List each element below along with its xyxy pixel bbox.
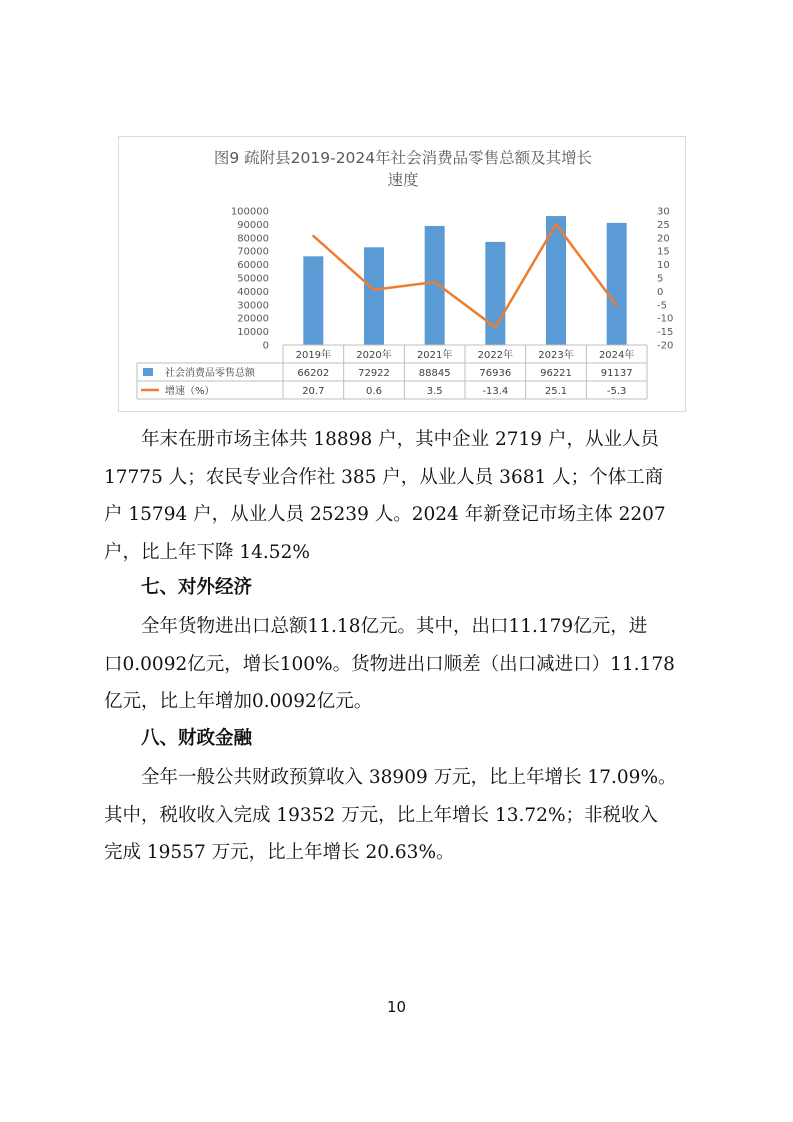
section-heading-finance: 八、财政金融 (141, 728, 253, 749)
right-axis-tick-label: 25 (657, 219, 670, 231)
right-axis-tick-label: -5 (657, 300, 667, 312)
bar (425, 226, 445, 345)
line-point (433, 281, 435, 283)
right-axis-tick-label: -10 (657, 313, 674, 325)
right-axis-tick-label: 0 (657, 286, 664, 298)
table-value-growth: -13.4 (482, 386, 509, 397)
left-axis-tick-label: 30000 (237, 300, 269, 312)
paragraph-line: 完成 19557 万元，比上年增长 20.63%。 (104, 842, 455, 863)
paragraph-line: 全年一般公共财政预算收入 38909 万元，比上年增长 17.09%。 (141, 767, 677, 788)
table-value-sales: 88845 (418, 368, 451, 379)
paragraph-line: 亿元，比上年增加0.0092亿元。 (104, 691, 373, 712)
right-axis-tick-label: 30 (657, 206, 670, 218)
table-value-growth: 20.7 (302, 386, 325, 397)
paragraph-line: 其中，税收收入完成 19352 万元，比上年增长 13.72%；非税收入 (104, 804, 659, 826)
table-value-sales: 91137 (600, 368, 633, 379)
left-axis-tick-label: 60000 (237, 260, 269, 272)
left-axis-tick-label: 10000 (237, 327, 269, 339)
paragraph-line: 户，比上年下降 14.52% (104, 541, 310, 563)
growth-line (313, 224, 616, 327)
right-axis-tick-label: -20 (657, 340, 674, 352)
bar (607, 223, 627, 345)
table-value-sales: 66202 (297, 368, 330, 379)
paragraph-line: 17775 人；农民专业合作社 385 户，从业人员 3681 人；个体工商 (104, 466, 664, 488)
chart-frame (118, 136, 686, 412)
line-point (312, 235, 314, 237)
paragraph-line: 年末在册市场主体共 18898 户，其中企业 2719 户，从业人员 (141, 429, 659, 450)
paragraph-line: 口0.0092亿元，增长100%。货物进出口顺差（出口减进口）11.178 (104, 653, 675, 675)
category-label: 2022年 (477, 350, 514, 361)
legend-label-sales: 社会消费品零售总额 (165, 368, 255, 379)
table-value-growth: 3.5 (426, 386, 443, 397)
category-label: 2023年 (538, 350, 574, 361)
paragraph-line: 全年货物进出口总额11.18亿元。其中，出口11.179亿元，进 (141, 616, 648, 637)
table-value-growth: -5.3 (606, 386, 627, 397)
line-point (494, 326, 496, 328)
left-axis-tick-label: 100000 (230, 206, 269, 218)
right-axis-tick-label: 20 (657, 233, 670, 245)
category-label: 2021年 (416, 350, 453, 361)
page-number: 10 (386, 998, 407, 1016)
left-axis-tick-label: 50000 (237, 273, 269, 285)
chart-title-line2: 速度 (387, 171, 419, 189)
section-heading-foreign-economy: 七、对外经济 (141, 577, 253, 598)
legend-key-bar (143, 368, 153, 376)
chart-title: 图9 疏附县2019-2024年社会消费品零售总额及其增长 (213, 149, 593, 167)
bar (364, 247, 384, 345)
table-value-growth: 25.1 (544, 386, 568, 397)
paragraph-line: 户 15794 户，从业人员 25239 人。2024 年新登记市场主体 2207 (104, 504, 666, 525)
combo-chart (119, 137, 687, 413)
table-value-sales: 96221 (540, 368, 572, 379)
right-axis-tick-label: 15 (657, 246, 670, 258)
left-axis-tick-label: 70000 (237, 246, 269, 258)
right-axis-tick-label: 10 (657, 260, 670, 272)
table-value-sales: 76936 (479, 368, 512, 379)
paragraph-fiscal-revenue (104, 759, 704, 872)
bar (485, 242, 505, 345)
right-axis-tick-label: 5 (657, 273, 664, 285)
legend-label-growth: 增速（%） (165, 386, 215, 397)
bar (303, 256, 323, 345)
left-axis-tick-label: 90000 (237, 219, 269, 231)
line-point (373, 289, 375, 291)
left-axis-tick-label: 0 (262, 340, 269, 352)
paragraph-market-entities (104, 421, 704, 571)
left-axis-tick-label: 40000 (237, 286, 269, 298)
left-axis-tick-label: 80000 (237, 233, 269, 245)
line-point (615, 304, 617, 306)
line-point (555, 223, 557, 225)
category-label: 2019年 (295, 350, 332, 361)
category-label: 2020年 (356, 350, 392, 361)
table-value-sales: 72922 (358, 368, 390, 379)
paragraph-foreign-trade (104, 608, 704, 721)
left-axis-tick-label: 20000 (237, 313, 269, 325)
right-axis-tick-label: -15 (657, 327, 674, 339)
table-value-growth: 0.6 (366, 386, 382, 397)
category-label: 2024年 (598, 350, 635, 361)
